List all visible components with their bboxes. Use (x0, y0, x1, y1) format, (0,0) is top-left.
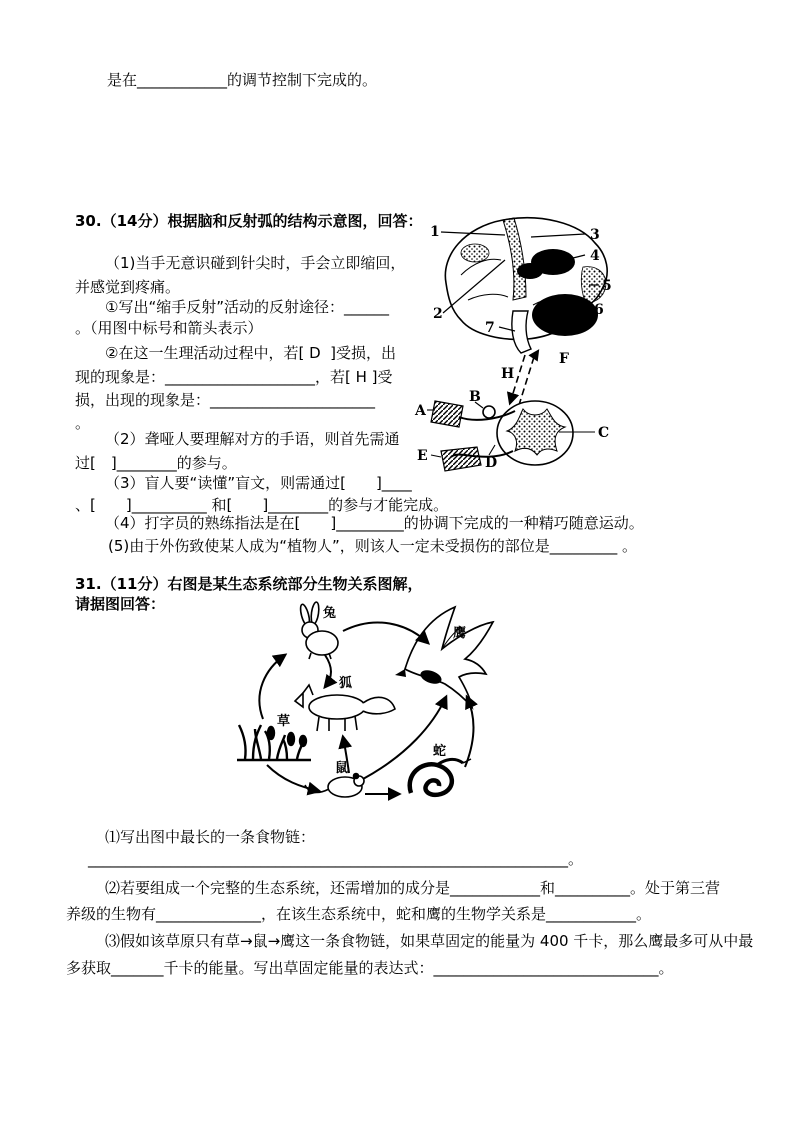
leader-E (431, 455, 441, 457)
q31-line-2: ________________________________________________________________。 (88, 850, 584, 868)
q30-line-10: 过[ ]________的参与。 (75, 454, 237, 472)
fox (295, 685, 395, 731)
snake-label: 蛇 (433, 744, 447, 759)
q30-line-11: （3）盲人要“读懂”盲文，则需通过[ ]____ (105, 474, 412, 492)
grass (237, 725, 311, 760)
q30-line-4: 。（用图中标号和箭头表示） (75, 319, 263, 337)
fox-label: 狐 (339, 676, 353, 691)
q30-line-2: 并感觉到疼痛。 (75, 278, 181, 296)
mouse-label: 鼠 (335, 761, 349, 776)
eagle-label: 鹰 (453, 626, 467, 641)
q30-line-14: (5)由于外伤致使某人成为“植物人”，则该人一定未受损伤的部位是_________ 。 (108, 537, 638, 555)
food-web-diagram (225, 597, 505, 822)
cord-label-C: C (598, 425, 610, 441)
q30-line-9: （2）聋哑人要理解对方的手语，则首先需通 (105, 430, 400, 448)
brain-reflex-diagram (413, 205, 633, 490)
q30-line-5: ②在这一生理活动过程中，若[ D ]受损，出 (105, 344, 397, 362)
q31-line-4: 养级的生物有______________，在该生态系统中，蛇和鹰的生物学关系是____________。 (66, 905, 652, 923)
brain-label-4: 4 (590, 248, 600, 264)
arc-label-D: D (485, 455, 498, 471)
q31-line-1: ⑴写出图中最长的一条食物链： (105, 828, 316, 846)
brain-label-6: 6 (594, 302, 604, 318)
q31-title: 31.（11分）右图是某生态系统部分生物关系图解， (75, 575, 423, 593)
snake (410, 759, 471, 795)
mouse (305, 774, 364, 798)
q30-title: 30.（14分）根据脑和反射弧的结构示意图，回答： (75, 212, 423, 230)
q30-line-13: （4）打字员的熟练指法是在[ ]_________的协调下完成的一种精巧随意运动。 (105, 514, 644, 532)
arrow-rabbit-eagle (343, 622, 428, 643)
brain-label-1: 1 (430, 224, 440, 240)
leader-D (489, 445, 495, 455)
receptor (431, 401, 463, 427)
arrow-grass-rabbit (259, 655, 285, 719)
sensory-area-2 (517, 263, 543, 279)
q31-line-3: ⑵若要组成一个完整的生态系统，还需增加的成分是____________和__________。处于第三营 (105, 879, 721, 897)
brain-label-7: 7 (485, 320, 495, 336)
cerebellum (532, 294, 598, 336)
q30-line-3: ①写出“缩手反射”活动的反射途径：______ (105, 298, 389, 316)
q30-line-1: （1)当手无意识碰到针尖时，手会立即缩回， (105, 254, 406, 272)
arrow-grass-mouse (267, 765, 319, 791)
q31-line-6: 多获取_______千卡的能量。写出草固定能量的表达式：______________________________。 (66, 959, 674, 977)
rabbit-label: 兔 (323, 606, 337, 621)
intro-line: 是在____________的调节控制下完成的。 (107, 71, 378, 89)
q30-line-7: 损，出现的现象是：______________________ (75, 391, 376, 409)
frontal-area (461, 244, 489, 262)
arc-label-B: B (469, 389, 481, 405)
q30-line-8: 。 (75, 414, 91, 432)
q31-title-2: 请据图回答： (75, 595, 166, 613)
q31-line-5: ⑶假如该草原只有草→鼠→鹰这一条食物链，如果草固定的能量为 400 千卡，那么鹰最多可从中最 (105, 932, 754, 950)
tract-label-F: F (559, 351, 569, 367)
q30-line-12: 、[ ]__________ 和[ ]________的参与才能完成。 (75, 496, 449, 514)
tract-label-H: H (501, 366, 515, 382)
arc-label-E: E (417, 448, 428, 464)
arrow-rabbit-fox (325, 655, 331, 687)
arc-label-A: A (415, 403, 426, 419)
q30-line-6: 现的现象是：____________________，若[ H ]受 (75, 368, 393, 386)
eagle (395, 607, 493, 707)
brain-label-2: 2 (433, 306, 443, 322)
effector (441, 447, 481, 471)
brain-label-3: 3 (590, 227, 600, 243)
spinal-cord-section (497, 401, 573, 465)
grass-label: 草 (277, 714, 291, 729)
brain-label-5: 5 (602, 278, 612, 294)
